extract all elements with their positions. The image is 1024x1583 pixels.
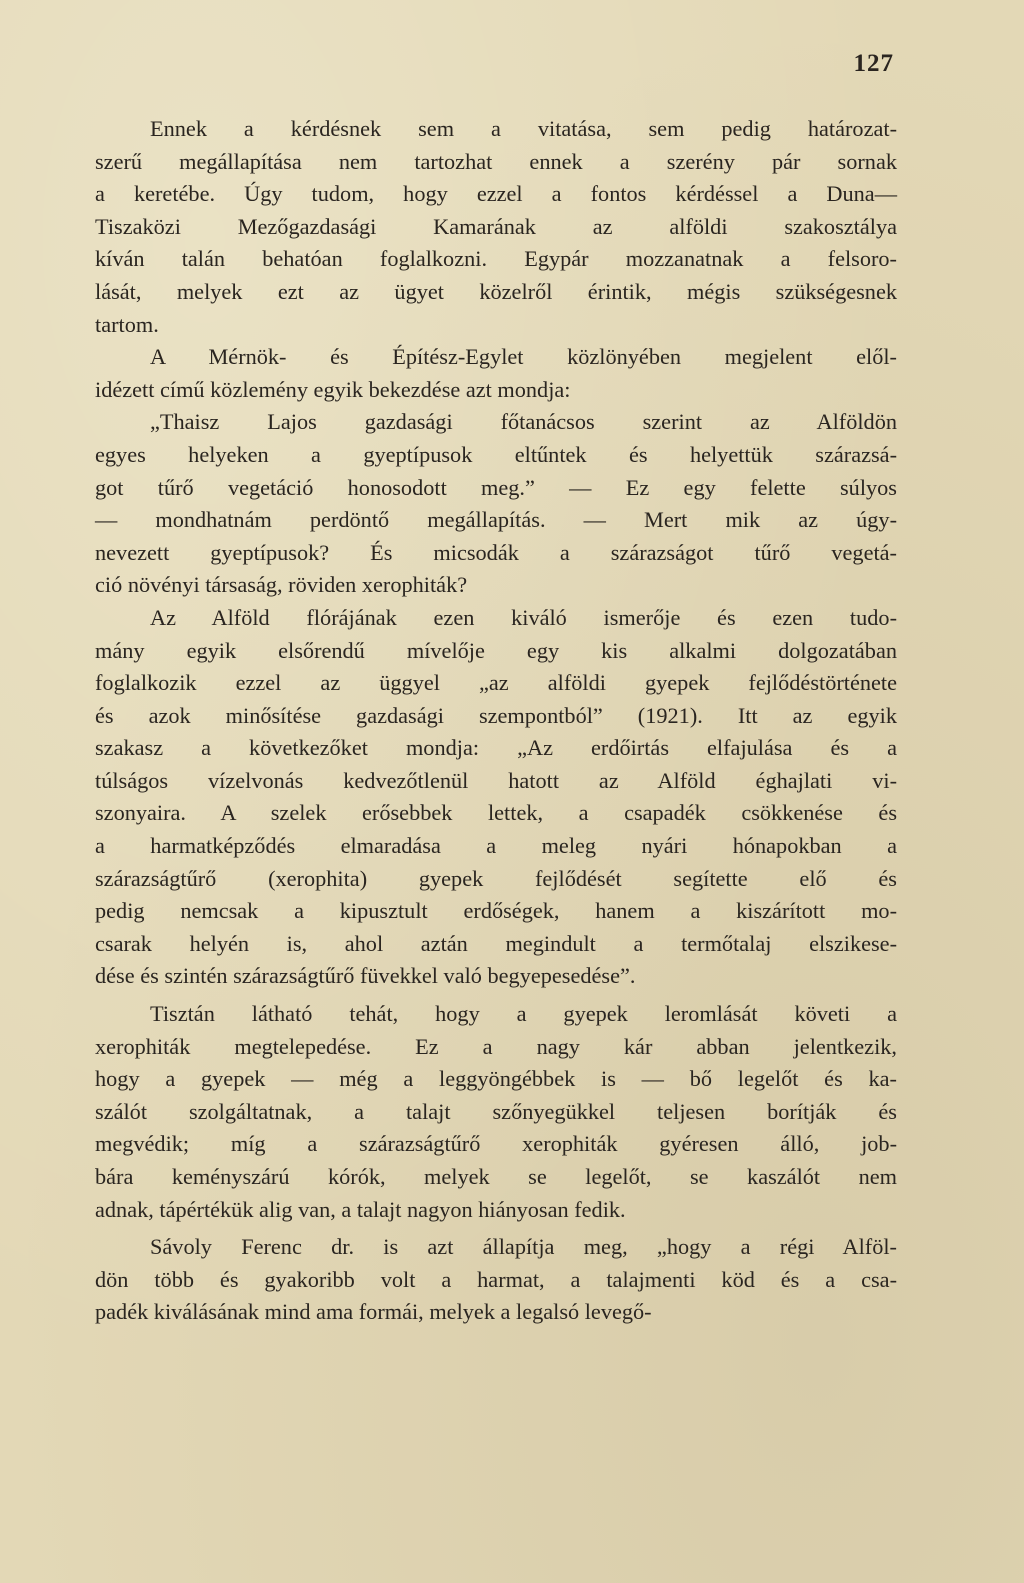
- text-line: — mondhatnám perdöntő megállapítás. — Mert mik az úgy-: [95, 507, 897, 533]
- text-line: tartom.: [95, 311, 159, 337]
- text-line: hogy a gyepek — még a leggyöngébbek is — bő legelőt és ka-: [95, 1066, 897, 1092]
- text-line: ció növényi társaság, röviden xerophiták?: [95, 572, 468, 598]
- page-number: 127: [853, 50, 894, 77]
- text-line: lását, melyek ezt az ügyet közelről érintik, mégis szükségesnek: [95, 278, 897, 304]
- paragraph: [95, 113, 897, 341]
- text-line: xerophiták megtelepedése. Ez a nagy kár abban jelentkezik,: [95, 1033, 897, 1059]
- text-line: szonyaira. A szelek erősebbek lettek, a csapadék csökkenése és: [95, 800, 897, 826]
- text-line: Sávoly Ferenc dr. is azt állapítja meg, „hogy a régi Alföl-: [150, 1234, 897, 1260]
- text-line: megvédik; míg a szárazságtűrő xerophiták gyéresen álló, job-: [95, 1131, 897, 1157]
- text-line: kíván talán behatóan foglalkozni. Egypár mozzanatnak a felsoro-: [95, 246, 897, 272]
- text-line: a keretébe. Úgy tudom, hogy ezzel a fontos kérdéssel a Duna—: [95, 181, 897, 207]
- paragraph: [95, 341, 897, 406]
- text-line: szakasz a következőket mondja: „Az erdőirtás elfajulása és a: [95, 735, 897, 761]
- paragraph: [95, 602, 897, 993]
- text-line: Ennek a kérdésnek sem a vitatása, sem pedig határozat-: [150, 116, 897, 141]
- text-line: egyes helyeken a gyeptípusok eltűntek és helyettük szárazsá-: [95, 441, 897, 467]
- text-line: padék kiválásának mind ama formái, melyek a legalsó levegő-: [95, 1299, 652, 1325]
- body-text: [95, 113, 897, 1329]
- text-line: és azok minősítése gazdasági szempontból” (1921). Itt az egyik: [95, 702, 897, 728]
- text-line: Az Alföld flórájának ezen kiváló ismerője és ezen tudo-: [150, 604, 897, 630]
- text-line: bára keményszárú kórók, melyek se legelőt, se kaszálót nem: [95, 1164, 897, 1189]
- text-line: „Thaisz Lajos gazdasági főtanácsos szerint az Alföldön: [150, 409, 897, 435]
- paragraph: [95, 998, 897, 1226]
- text-line: adnak, tápértékük alig van, a talajt nagyon hiányosan fedik.: [95, 1196, 626, 1222]
- text-line: csarak helyén is, ahol aztán megindult a termőtalaj elszikese-: [95, 930, 897, 956]
- text-line: mány egyik elsőrendű mívelője egy kis alkalmi dolgozatában: [95, 637, 897, 663]
- text-line: szárazságtűrő (xerophita) gyepek fejlődését segítette elő és: [95, 865, 897, 891]
- text-line: dése és szintén szárazságtűrő füvekkel való begyepesedése”.: [95, 963, 636, 989]
- text-line: túlságos vízelvonás kedvezőtlenül hatott az Alföld éghajlati vi-: [95, 767, 897, 793]
- text-line: szerű megállapítása nem tartozhat ennek a szerény pár sornak: [95, 148, 897, 174]
- text-line: szálót szolgáltatnak, a talajt szőnyegükkel teljesen borítják és: [95, 1098, 897, 1124]
- text-line: Tisztán látható tehát, hogy a gyepek leromlását követi a: [150, 1001, 897, 1027]
- text-line: A Mérnök- és Építész-Egylet közlönyében megjelent elől-: [150, 344, 897, 370]
- text-line: a harmatképződés elmaradása a meleg nyári hónapokban a: [95, 833, 897, 859]
- paragraph: [95, 1231, 897, 1329]
- text-line: idézett című közlemény egyik bekezdése azt mondja:: [95, 376, 571, 402]
- text-line: foglalkozik ezzel az üggyel „az alföldi gyepek fejlődéstörténete: [95, 670, 897, 696]
- text-line: Tiszaközi Mezőgazdasági Kamarának az alföldi szakosztálya: [95, 213, 897, 239]
- text-line: got tűrő vegetáció honosodott meg.” — Ez egy felette súlyos: [95, 474, 897, 500]
- text-line: nevezett gyeptípusok? És micsodák a szárazságot tűrő vegetá-: [95, 539, 897, 565]
- paragraph: [95, 406, 897, 602]
- text-line: pedig nemcsak a kipusztult erdőségek, hanem a kiszárított mo-: [95, 898, 897, 924]
- text-line: dön több és gyakoribb volt a harmat, a talajmenti köd és a csa-: [95, 1266, 897, 1292]
